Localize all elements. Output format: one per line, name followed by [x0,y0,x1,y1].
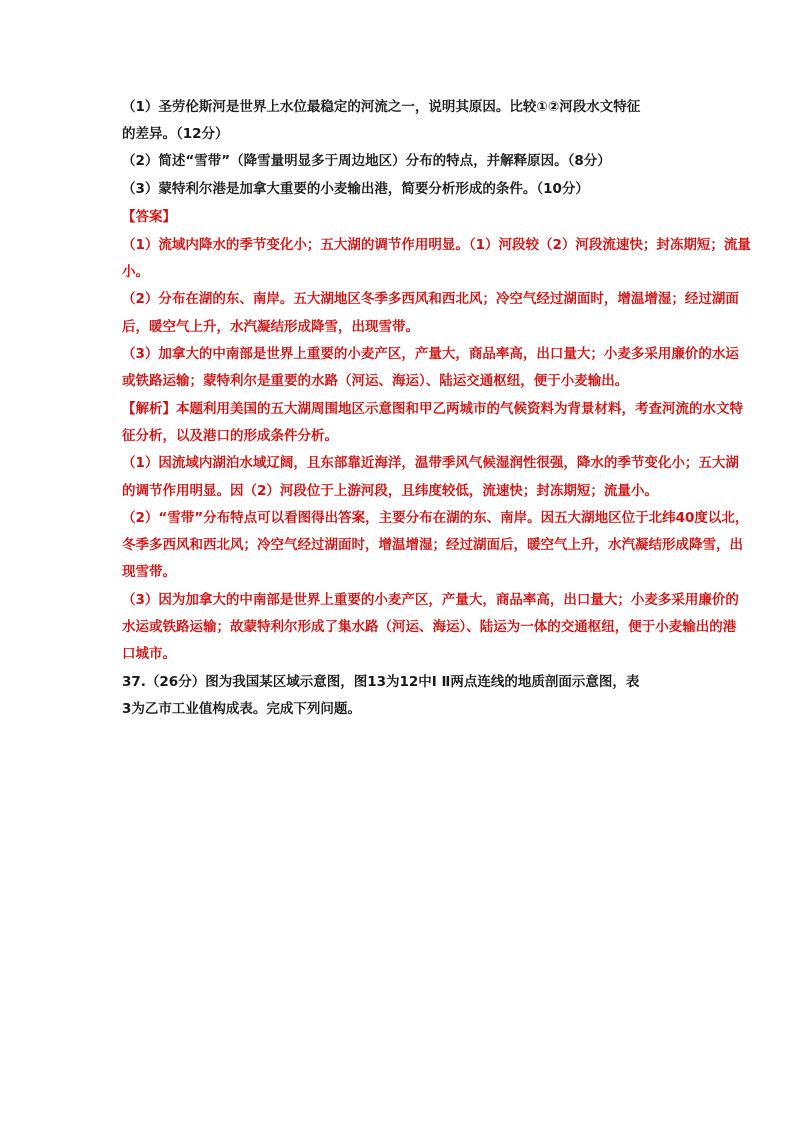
analysis-1-line-2: 的调节作用明显。因（2）河段位于上游河段，且纬度较低，流速快；封冻期短；流量小。 [122,483,658,499]
analysis-1-line-1: （1）因流域内湖泊水域辽阔，且东部靠近海洋，温带季风气候湿润性很强，降水的季节变化小；五大湖 [122,455,739,471]
question-1-line-1: （1）圣劳伦斯河是世界上水位最稳定的河流之一，说明其原因。比较①②河段水文特征 [122,99,641,115]
question-2: （2）简述“雪带”（降雪量明显多于周边地区）分布的特点，并解释原因。（8分） [122,153,611,169]
answer-2-line-1: （2）分布在湖的东、南岸。五大湖地区冬季多西风和西北风；冷空气经过湖面时，增温增湿；经过湖面 [122,291,739,307]
analysis-2-line-2: 冬季多西风和西北风；冷空气经过湖面时，增温增湿；经过湖面后，暖空气上升，水汽凝结形成降雪，出 [122,537,743,553]
analysis-2-line-1: （2）“雪带”分布特点可以看图得出答案，主要分布在湖的东、南岸。因五大湖地区位于北纬40度以北， [122,510,749,526]
question-3: （3）蒙特利尔港是加拿大重要的小麦输出港，简要分析形成的条件。（10分） [122,181,589,197]
answer-heading: 【答案】 [122,209,176,225]
analysis-2-line-3: 现雪带。 [122,564,176,580]
answer-1-line-2: 小。 [122,264,149,280]
analysis-3-line-2: 水运或铁路运输；故蒙特利尔形成了集水路（河运、海运）、陆运为一体的交通枢纽，便于小麦输出的港 [122,619,737,635]
analysis-3-line-3: 口城市。 [122,646,176,662]
answer-1-line-1: （1）流域内降水的季节变化小；五大湖的调节作用明显。（1）河段较（2）河段流速快；封冻期短；流量 [122,237,751,253]
analysis-3-line-1: （3）因为加拿大的中南部是世界上重要的小麦产区，产量大，商品率高，出口量大；小麦多采用廉价的 [122,592,739,608]
analysis-line-2: 征分析，以及港口的形成条件分析。 [122,428,338,444]
analysis-line-1: 【解析】本题利用美国的五大湖周围地区示意图和甲乙两城市的气候资料为背景材料，考查河流的水文特 [122,401,743,417]
question-1-line-2: 的差异。（12分） [122,126,229,142]
answer-3-line-2: 或铁路运输；蒙特利尔是重要的水路（河运、海运）、陆运交通枢纽，便于小麦输出。 [122,373,629,389]
answer-3-line-1: （3）加拿大的中南部是世界上重要的小麦产区，产量大，商品率高，出口量大；小麦多采用廉价的水运 [122,346,739,362]
question-37-line-2: 3为乙市工业值构成表。完成下列问题。 [122,701,361,717]
question-37-line-1: 37.（26分）图为我国某区域示意图，图13为12中Ⅰ Ⅱ两点连线的地质剖面示意图，表 [122,674,640,690]
answer-2-line-2: 后，暖空气上升，水汽凝结形成降雪，出现雪带。 [122,319,419,335]
